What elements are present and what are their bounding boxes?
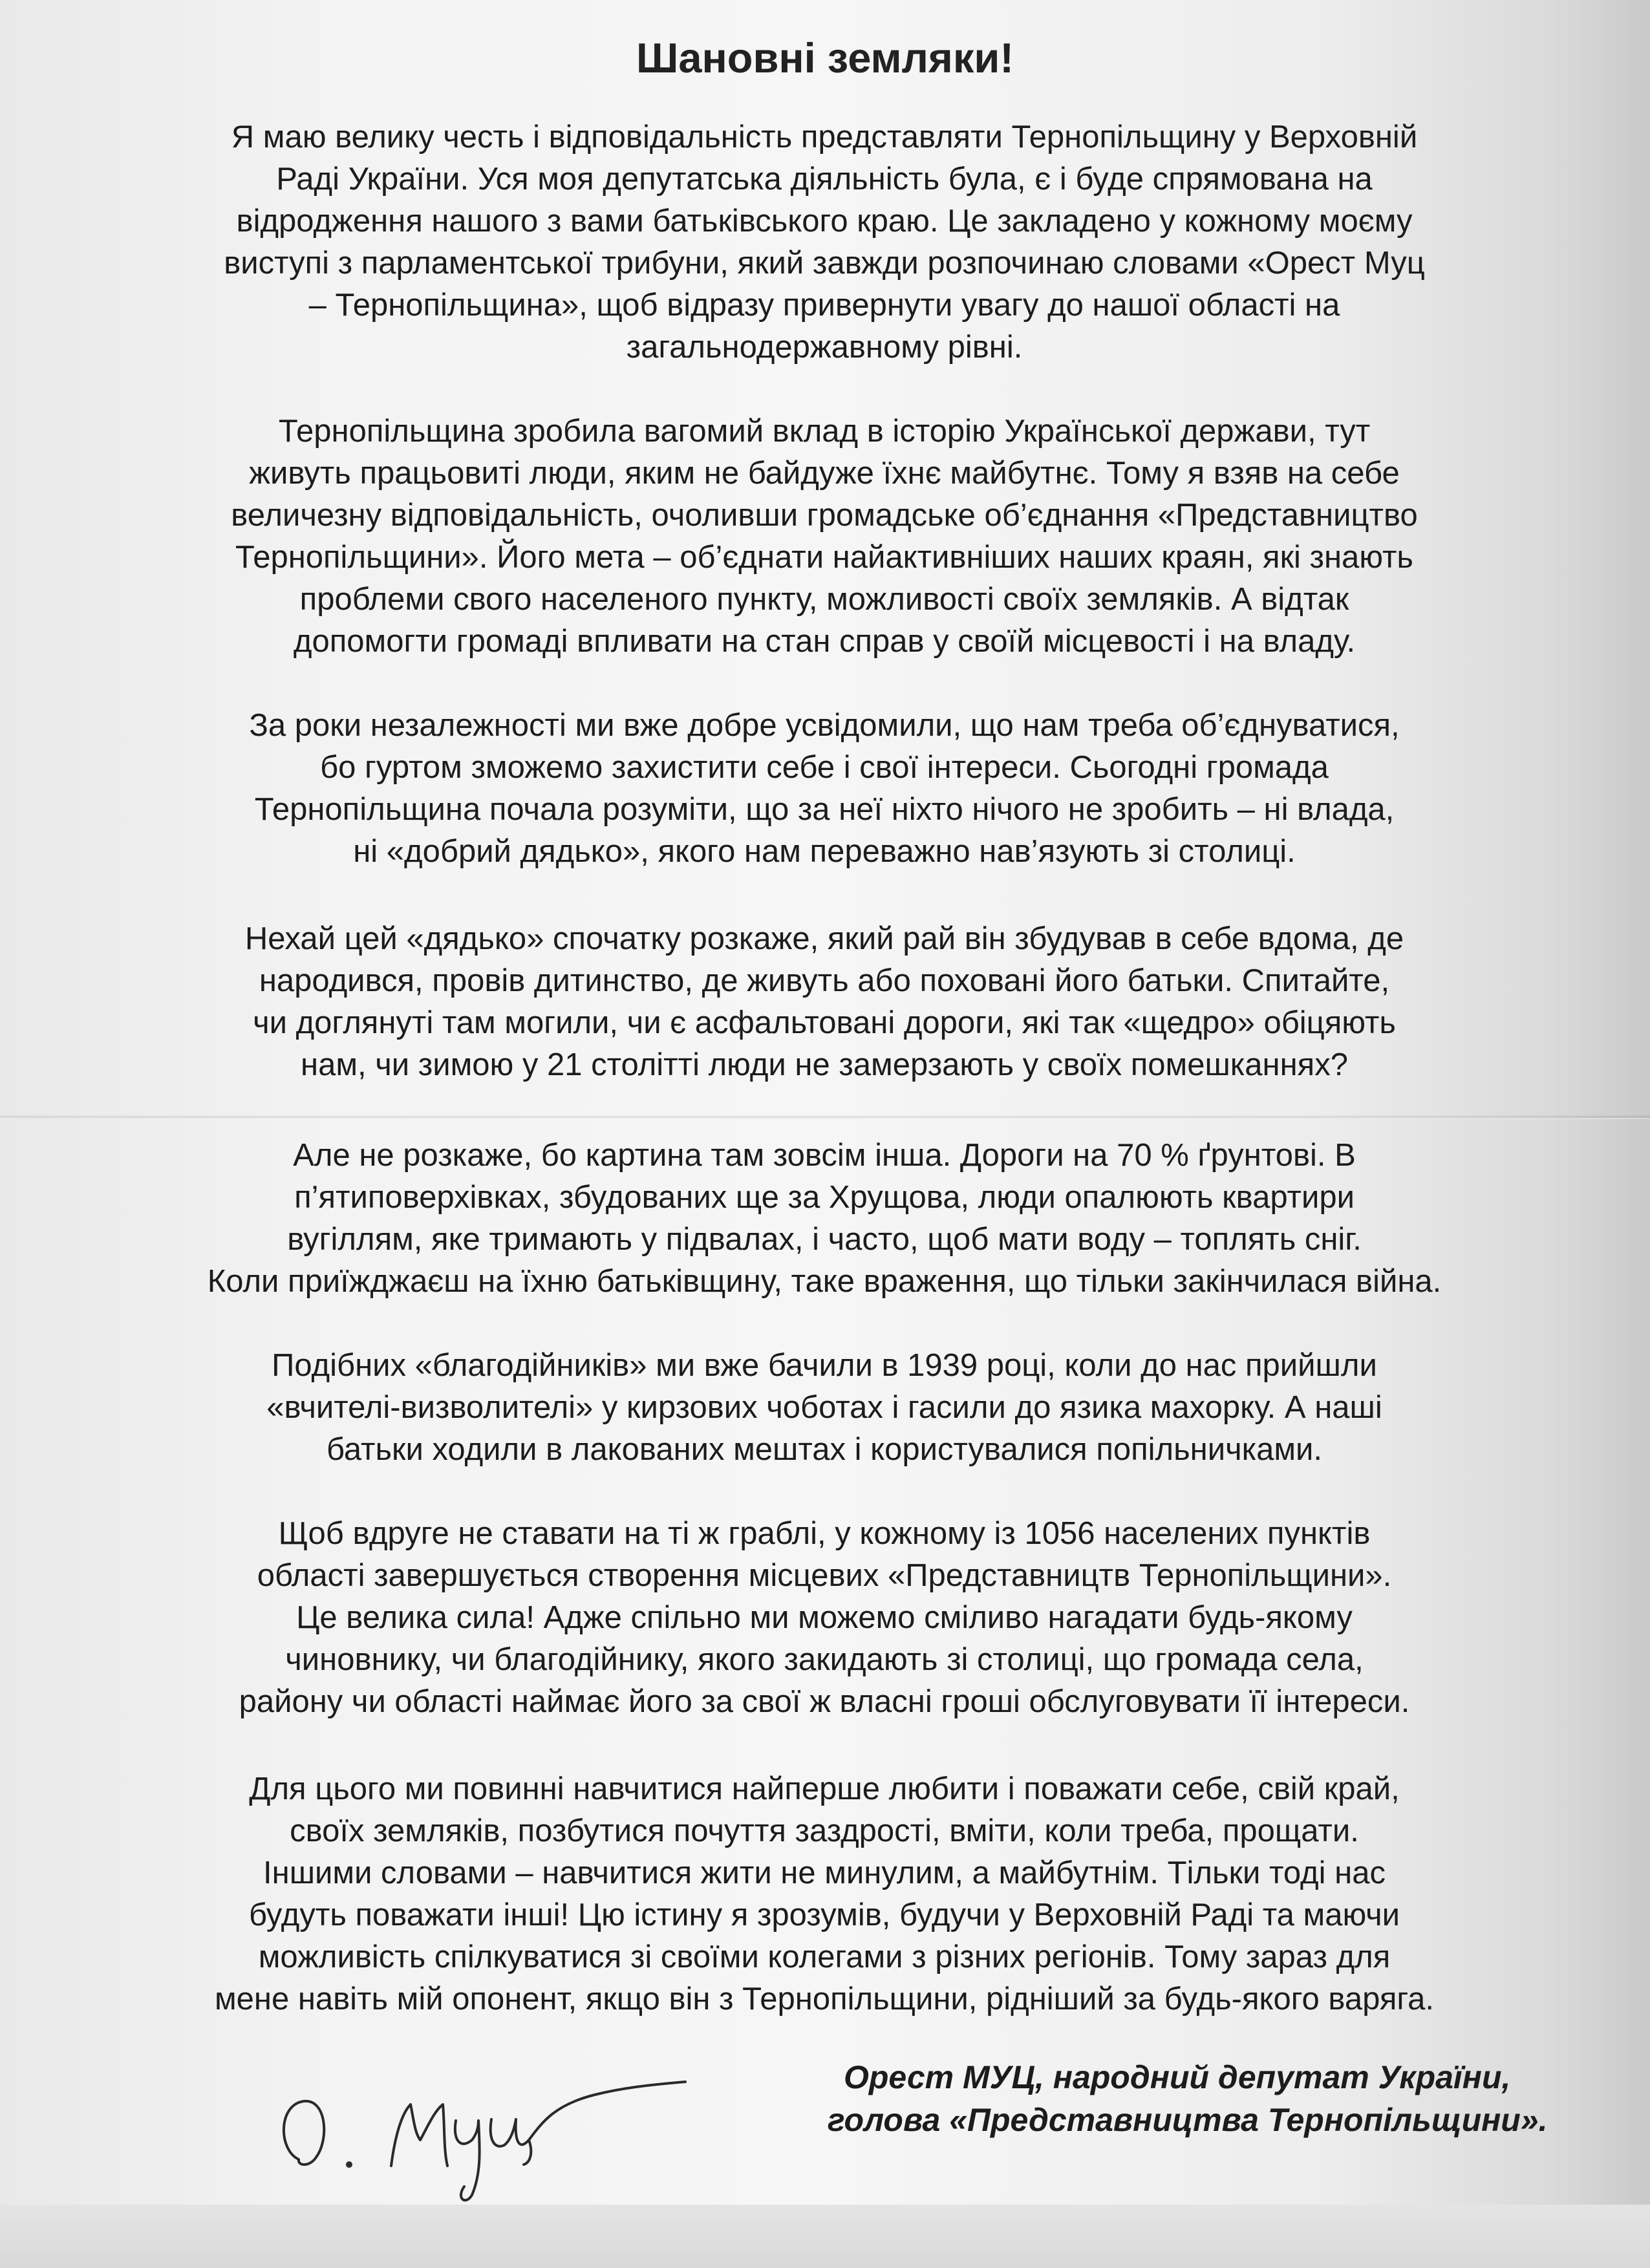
paragraph-line: Подібних «благодійників» ми вже бачили в 1939 році, коли до нас прийшли	[272, 1348, 1377, 1383]
paragraph-line: можливість спілкуватися зі своїми колегами з різних регіонів. Тому зараз для	[258, 1940, 1391, 1974]
handwritten-signature	[259, 2043, 724, 2211]
paragraph-line: мене навіть мій опонент, якщо він з Тернопільщини, рідніший за будь-якого варяга.	[214, 1982, 1435, 2017]
paragraph-6	[129, 1345, 1519, 1471]
paragraph-2	[129, 411, 1519, 663]
paragraph-line: народився, провів дитинство, де живуть або поховані його батьки. Спитайте,	[259, 963, 1390, 998]
letter-title: Шановні земляки!	[636, 34, 1014, 81]
paragraph-line: чи доглянуті там могили, чи є асфальтовані дороги, які так «щедро» обіцяють	[253, 1005, 1396, 1040]
paragraph-line: ні «добрий дядько», якого нам переважно нав’язують зі столиці.	[353, 834, 1296, 869]
paragraph-line: Нехай цей «дядько» спочатку розкаже, який рай він збудував в себе вдома, де	[244, 921, 1404, 956]
paragraph-line: – Тернопільщина», щоб відразу привернути увагу до нашої області на	[308, 288, 1340, 323]
paragraph-line: Коли приїжджаєш на їхню батьківщину, таке враження, що тільки закінчилася війна.	[207, 1264, 1442, 1299]
paragraph-line: батьки ходили в лакованих мештах і користувалися попільничками.	[326, 1432, 1323, 1467]
paragraph-line: Тернопільщина почала розуміти, що за неї ніхто нічого не зробить – ні влада,	[254, 792, 1395, 827]
paragraph-5	[129, 1135, 1519, 1303]
paragraph-line: Для цього ми повинні навчитися найперше любити і поважати себе, свій край,	[249, 1771, 1400, 1806]
paragraph-line: Тернопільщина зробила вагомий вклад в історію Української держави, тут	[278, 414, 1371, 449]
paragraph-3	[129, 705, 1519, 873]
paragraph-8	[129, 1768, 1519, 2020]
paper-fold-line	[0, 1115, 1650, 1119]
paragraph-line: Щоб вдруге не ставати на ті ж граблі, у кожному із 1056 населених пунктів	[278, 1516, 1371, 1551]
paragraph-line: За роки незалежності ми вже добре усвідомили, що нам треба об’єднуватися,	[249, 708, 1400, 743]
paragraph-1	[129, 116, 1519, 369]
paragraph-line: вугіллям, яке тримають у підвалах, і часто, щоб мати воду – топлять сніг.	[287, 1222, 1362, 1257]
closing-name-line: Орест МУЦ, народний депутат України,	[844, 2059, 1511, 2095]
paragraph-4	[129, 918, 1519, 1086]
paragraph-line: району чи області наймає його за свої ж власні гроші обслуговувати її інтереси.	[239, 1684, 1410, 1719]
paragraph-line: Раді України. Уся моя депутатська діяльність була, є і буде спрямована на	[276, 162, 1373, 197]
paragraph-line: Я маю велику честь і відповідальність представляти Тернопільщину у Верховній	[231, 120, 1418, 155]
closing-title-line: голова «Представництва Тернопільщини».	[828, 2102, 1548, 2138]
paragraph-line: допомогти громаді впливати на стан справ у своїй місцевості і на владу.	[293, 624, 1356, 659]
paragraph-line: проблеми свого населеного пункту, можливості своїх земляків. А відтак	[299, 582, 1349, 617]
paper-bottom-shadow	[0, 2205, 1650, 2268]
paragraph-line: бо гуртом зможемо захистити себе і свої інтереси. Сьогодні громада	[320, 750, 1329, 785]
paragraph-line: величезну відповідальність, очоливши громадське об’єднання «Представництво	[231, 498, 1418, 533]
paragraph-line: чиновнику, чи благодійнику, якого закидають зі столиці, що громада села,	[285, 1642, 1364, 1677]
paragraph-line: Але не розкаже, бо картина там зовсім інша. Дороги на 70 % ґрунтові. В	[293, 1138, 1356, 1173]
paragraph-line: Іншими словами – навчитися жити не минулим, а майбутнім. Тільки тоді нас	[263, 1856, 1386, 1890]
paragraph-line: «вчителі-визволителі» у кирзових чоботах і гасили до язика махорку. А наші	[266, 1390, 1382, 1425]
closing-block	[828, 2056, 1591, 2141]
paragraph-line: живуть працьовиті люди, яким не байдуже їхнє майбутнє. Тому я взяв на себе	[249, 456, 1400, 491]
paragraph-line: Тернопільщини». Його мета – об’єднати найактивніших наших краян, які знають	[235, 540, 1413, 575]
paragraph-line: своїх земляків, позбутися почуття заздрості, вміти, коли треба, прощати.	[290, 1813, 1359, 1848]
paragraph-line: п’ятиповерхівках, збудованих ще за Хрущова, люди опалюють квартири	[294, 1180, 1355, 1215]
paragraph-line: області завершується створення місцевих «Представництв Тернопільщини».	[257, 1558, 1392, 1593]
paragraph-line: загальнодержавному рівні.	[626, 330, 1023, 365]
paragraph-line: відродження нашого з вами батьківського краю. Це закладено у кожному моєму	[236, 204, 1413, 239]
paragraph-7	[129, 1513, 1519, 1723]
paragraph-line: Це велика сила! Адже спільно ми можемо сміливо нагадати будь-якому	[296, 1600, 1353, 1635]
paragraph-line: нам, чи зимою у 21 столітті люди не замерзають у своїх помешканнях?	[301, 1047, 1348, 1082]
paragraph-line: будуть поважати інші! Цю істину я зрозумів, будучи у Верховній Раді та маючи	[248, 1898, 1400, 1932]
paragraph-line: виступі з парламентської трибуни, який завжди розпочинаю словами «Орест Муц	[224, 246, 1425, 281]
